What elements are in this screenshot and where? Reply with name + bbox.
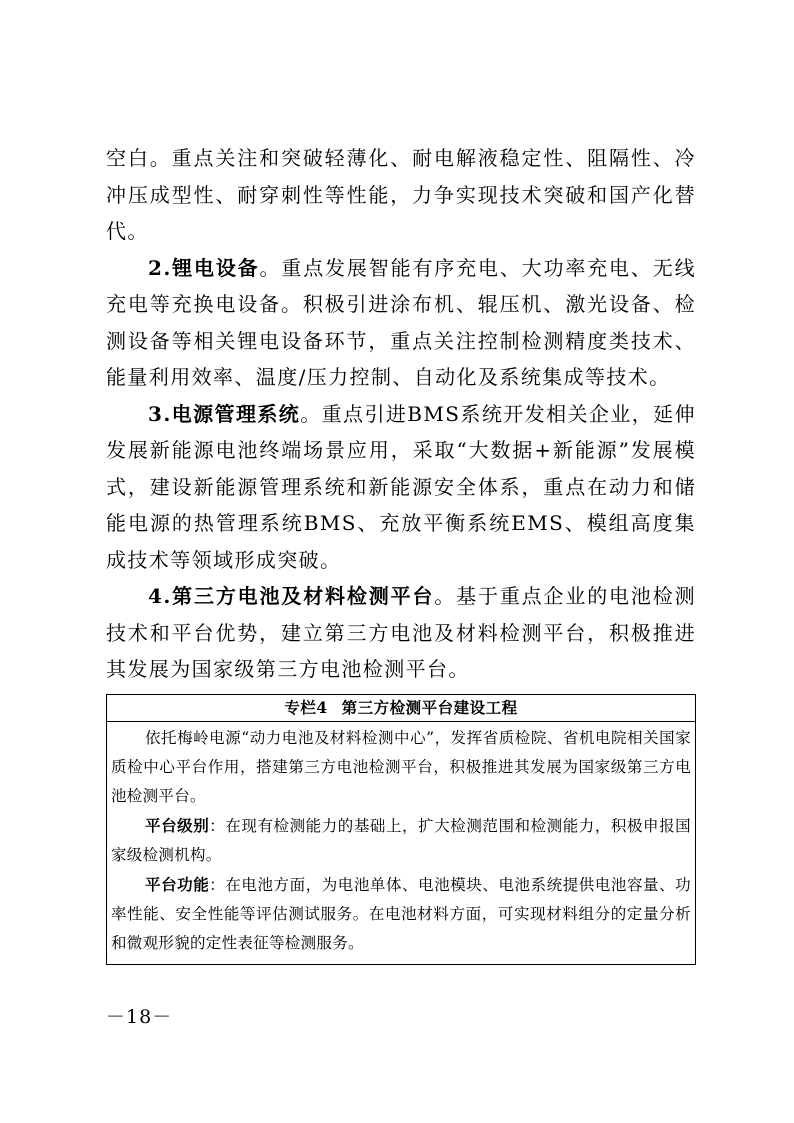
heading-power-management: 3.电源管理系统 xyxy=(148,401,301,426)
box-title-prefix: 专栏4 xyxy=(284,697,328,717)
paragraph-lithium-equipment xyxy=(106,250,696,396)
text-power-management: 。重点引进BMS系统开发相关企业，延伸发展新能源电池终端场景应用，采取“大数据+新能源”发展模式，建设新能源管理系统和新能源安全体系，重点在动力和储能电源的热管理系统BMS、充放平衡系统EMS、模组高度集成技术等领域形成突破。 xyxy=(106,401,696,572)
box-platform-function xyxy=(111,870,691,958)
box-title xyxy=(107,695,695,722)
box-body xyxy=(107,722,695,964)
document-page xyxy=(106,140,696,965)
text-lithium-equipment: 。重点发展智能有序充电、大功率充电、无线充电等充换电设备。积极引进涂布机、辊压机、激光设备、检测设备等相关锂电设备环节，重点关注控制检测精度类技术、能量利用效率、温度/压力控制、自动化及系统集成等技术。 xyxy=(106,255,697,389)
paragraph-continuation: 空白。重点关注和突破轻薄化、耐电解液稳定性、阻隔性、冷冲压成型性、耐穿刺性等性能，力争实现技术突破和国产化替代。 xyxy=(106,146,696,243)
paragraph-testing-platform xyxy=(106,578,696,688)
box-level-label: 平台级别 xyxy=(145,815,210,835)
box-platform-level xyxy=(111,811,691,870)
special-column-box xyxy=(106,694,696,965)
paragraph-power-management xyxy=(106,396,696,579)
box-function-label: 平台功能 xyxy=(145,874,210,894)
heading-lithium-equipment: 2.锂电设备 xyxy=(148,255,260,280)
page-number: －18－ xyxy=(106,1006,173,1028)
box-function-text: ：在电池方面，为电池单体、电池模块、电池系统提供电池容量、功率性能、安全性能等评估测试服务。在电池材料方面，可实现材料组分的定量分析和微观形貌的定性表征等检测服务。 xyxy=(111,875,691,952)
box-title-main: 第三方检测平台建设工程 xyxy=(341,697,518,717)
box-intro: 依托梅岭电源“动力电池及材料检测中心”，发挥省质检院、省机电院相关国家质检中心平台作用，搭建第三方电池检测平台，积极推进其发展为国家级第三方电池检测平台。 xyxy=(111,728,691,805)
text-testing-platform: 。基于重点企业的电池检测技术和平台优势，建立第三方电池及材料检测平台，积极推进其发展为国家级第三方电池检测平台。 xyxy=(106,584,696,681)
box-level-text: ：在现有检测能力的基础上，扩大检测范围和检测能力，积极申报国家级检测机构。 xyxy=(111,816,691,864)
heading-testing-platform: 4.第三方电池及材料检测平台 xyxy=(148,584,435,608)
